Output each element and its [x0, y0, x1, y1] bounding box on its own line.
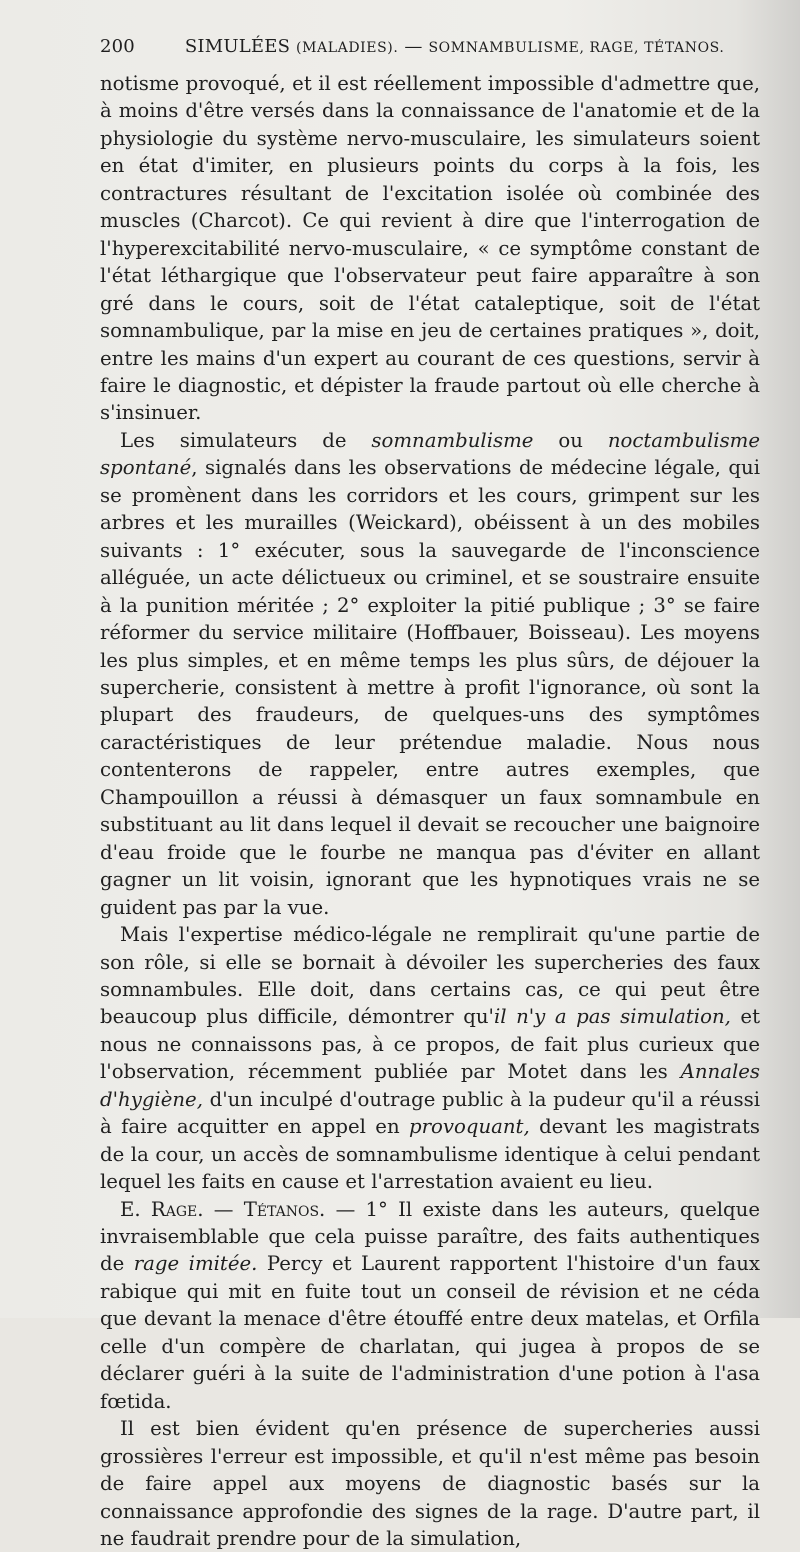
running-title-paren: (MALADIES).	[296, 40, 399, 56]
text-segment: noctambulisme spontané	[100, 428, 760, 480]
text-segment: Percy et Laurent rapportent l'histoire d'un faux rabique qui mit en fuite tout un conseil de révision et ne céda que devant la menace d'être étouffé entre deux matelas, et Orfila celle d'un compère de charlatan, qui jugea à propos de se déclarer guéri à la suite de l'administration d'une potion à l'asa fœtida.	[100, 1252, 760, 1413]
body-text	[100, 70, 760, 1552]
paragraph-1	[100, 70, 760, 427]
text-segment: et nous ne connaissons pas, à ce propos, de fait plus curieux que l'observation, récemment publiée par Motet dans les	[100, 1005, 760, 1084]
text-segment: Annales d'hygiène,	[100, 1060, 760, 1111]
running-header	[100, 36, 760, 60]
text-segment: Mais l'expertise médico-légale ne remplirait qu'une partie de son rôle, si elle se bornait à dévoiler les supercheries des faux somnambules. Elle doit, dans certains cas, ce qui peut être beaucoup plus difficile, démontrer qu'	[100, 923, 760, 1029]
text-segment: Les simulateurs de	[120, 428, 372, 452]
running-title-separator: —	[404, 36, 423, 57]
text-segment: , signalés dans les observations de médecine légale, qui se promènent dans les corridors et les cours, grimpent sur les arbres et les murailles (Weickard), obéissent à un des mobiles suivants : 1° exécuter, sous la sauvegarde de l'inconscience alléguée, un acte délictueux ou criminel, et se soustraire ensuite à la punition méritée ; 2° exploiter la pitié publique ; 3° se faire réformer du service militaire (Hoffbauer, Boisseau). Les moyens les plus simples, et en même temps les plus sûrs, de déjouer la supercherie, consistent à mettre à profit l'ignorance, où sont la plupart des fraudeurs, de quelques-uns des symptômes caractéristiques de leur prétendue maladie. Nous nous contenterons de rappeler, entre autres exemples, que Champouillon a réussi à démasquer un faux somnambule en substituant au lit dans lequel il devait se recoucher une baignoire d'eau froide que le fourbe ne manqua pas d'éviter en allant gagner un lit voisin, ignorant que les hypnotiques vrais ne se guident pas par la vue.	[100, 456, 760, 919]
text-segment: notisme provoqué, et il est réellement impossible d'admettre que, à moins d'être versés dans la connaissance de l'anatomie et de la physiologie du système nervo-musculaire, les simulateurs soient en état d'imiter, en plusieurs points du corps à la fois, les contractures résultant de l'excitation isolée où combinée des muscles (Charcot). Ce qui revient à dire que l'interrogation de l'hyperexcitabilité nervo-musculaire, « ce symptôme constant de l'état léthargique que l'observateur peut faire apparaître à son gré dans le cours, soit de l'état cataleptique, soit de l'état somnambulique, par la mise en jeu de certaines pratiques », doit, entre les mains d'un expert au courant de ces questions, servir à faire le diagnostic, et dépister la fraude partout où elle cherche à s'insinuer.	[100, 72, 760, 425]
paragraph-2	[100, 427, 760, 921]
paragraph-3	[100, 921, 760, 1196]
text-segment: provoquant,	[409, 1115, 530, 1139]
running-title-main: SIMULÉES	[184, 36, 291, 57]
text-segment: d'un inculpé d'outrage public à la pudeur qu'il a réussi à faire acquitter en appel en	[100, 1087, 760, 1139]
text-segment: E.	[120, 1197, 151, 1221]
text-segment: Il est bien évident qu'en présence de supercheries aussi grossières l'erreur est impossible, et qu'il n'est même pas besoin de faire appel aux moyens de diagnostic basés sur la connaissance approfondie des signes de la rage. D'autre part, il ne faudrait prendre pour de la simulation,	[100, 1417, 760, 1551]
running-title-topics: SOMNAMBULISME, RAGE, TÉTANOS.	[428, 40, 725, 56]
text-segment: somnambulisme	[371, 428, 534, 452]
text-segment: — 1° Il existe dans les auteurs, quelque invraisemblable que cela puisse paraître, des faits authentiques de	[100, 1197, 760, 1276]
page-number: 200	[100, 36, 135, 57]
paragraph-5	[100, 1415, 760, 1552]
text-segment: —	[203, 1197, 244, 1221]
text-segment: rage imitée.	[133, 1252, 258, 1276]
text-segment: Rage.	[150, 1197, 204, 1221]
paragraph-4	[100, 1196, 760, 1416]
text-segment: ou	[533, 428, 608, 452]
text-segment: Tétanos.	[243, 1197, 326, 1221]
text-segment: il n'y a pas simulation,	[493, 1005, 731, 1029]
text-segment: devant les magistrats de la cour, un accès de somnambulisme identique à celui pendant lequel les faits en cause et l'arrestation avaient eu lieu.	[100, 1115, 761, 1194]
